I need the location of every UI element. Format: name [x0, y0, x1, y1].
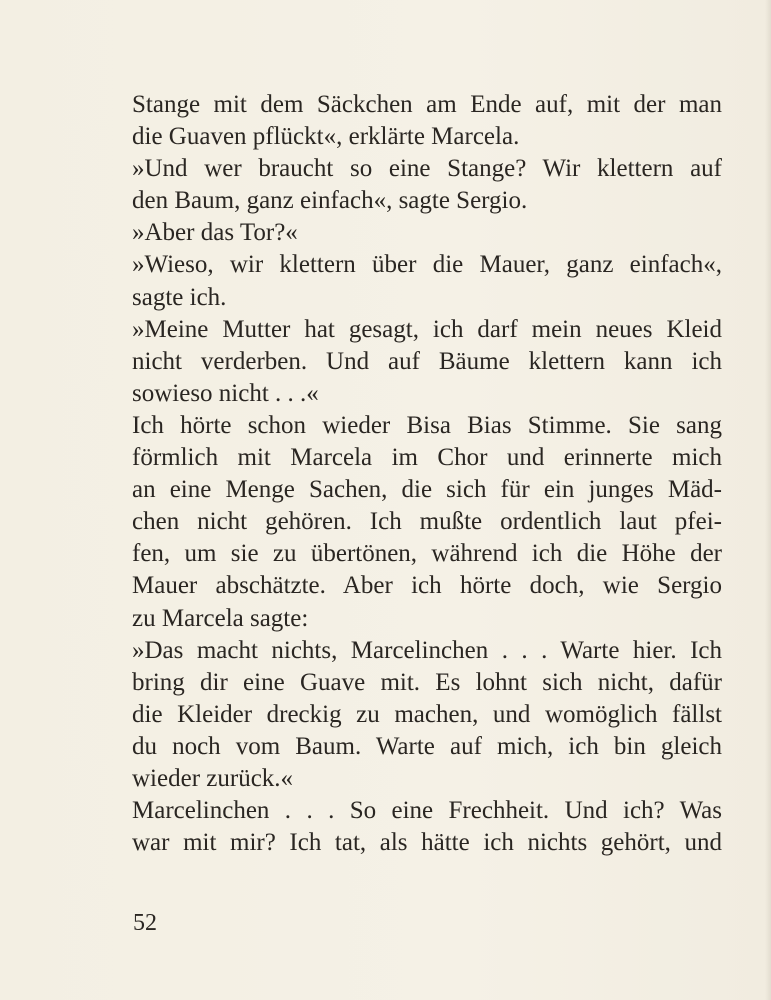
page-number: 52	[133, 910, 157, 936]
text-line: »Wieso, wir klettern über die Mauer, ganz einfach«,	[132, 251, 722, 279]
text-line: Ich hörte schon wieder Bisa Bias Stimme. Sie sang	[132, 411, 722, 439]
text-line: Stange mit dem Säckchen am Ende auf, mit der man	[132, 91, 722, 118]
text-line: Marcelinchen . . . So eine Frechheit. Und ich? Was	[132, 797, 722, 825]
text-line: »Das macht nichts, Marcelinchen . . . Warte hier. Ich	[132, 636, 722, 664]
text-line: förmlich mit Marcela im Chor und erinnerte mich	[132, 444, 722, 472]
text-line: die Kleider dreckig zu machen, und womöglich fällst	[132, 700, 722, 728]
text-line: »Und wer braucht so eine Stange? Wir klettern auf	[132, 155, 722, 183]
text-line: »Aber das Tor?«	[132, 219, 298, 247]
text-line: »Meine Mutter hat gesagt, ich darf mein neues Kleid	[132, 315, 722, 343]
text-line: den Baum, ganz einfach«, sagte Sergio.	[132, 187, 528, 215]
text-line: nicht verderben. Und auf Bäume klettern kann ich	[132, 347, 722, 375]
text-line: war mit mir? Ich tat, als hätte ich nichts gehört, und	[132, 829, 722, 857]
text-line: chen nicht gehören. Ich mußte ordentlich laut pfei-	[132, 508, 722, 536]
text-line: wieder zurück.«	[132, 764, 294, 792]
text-line: fen, um sie zu übertönen, während ich die Höhe der	[132, 540, 722, 568]
text-line: sagte ich.	[132, 283, 227, 311]
text-line: sowieso nicht . . .«	[132, 379, 319, 407]
text-line: an eine Menge Sachen, die sich für ein junges Mäd-	[132, 476, 722, 504]
text-line: bring dir eine Guave mit. Es lohnt sich nicht, dafür	[132, 668, 722, 696]
body-text	[132, 89, 722, 859]
text-line: die Guaven pflückt«, erklärte Marcela.	[132, 123, 520, 151]
text-line: du noch vom Baum. Warte auf mich, ich bin gleich	[132, 732, 722, 760]
text-line: Mauer abschätzte. Aber ich hörte doch, wie Sergio	[132, 572, 722, 600]
text-line: zu Marcela sagte:	[132, 604, 309, 632]
page-edge-shadow	[765, 0, 771, 1000]
